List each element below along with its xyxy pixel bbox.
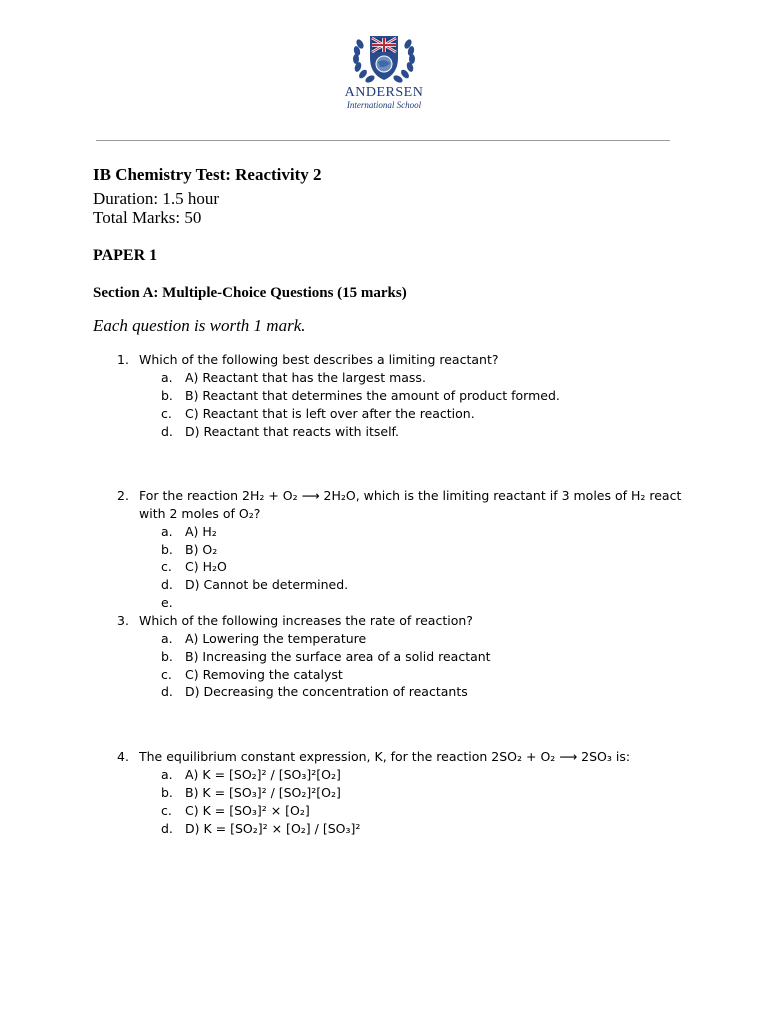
option-letter: c.	[161, 803, 172, 818]
option-text: A) Reactant that has the largest mass.	[185, 370, 426, 385]
instruction-text: Each question is worth 1 mark.	[93, 316, 306, 335]
option-letter: a.	[161, 767, 173, 782]
option-text: C) Reactant that is left over after the reaction.	[185, 406, 475, 421]
crest-icon	[338, 30, 430, 86]
question-number: 4.	[117, 749, 129, 764]
question-number: 1.	[117, 352, 129, 367]
option-text: D) Cannot be determined.	[185, 577, 349, 592]
option-text: B) Increasing the surface area of a solid reactant	[185, 649, 491, 664]
school-logo	[338, 30, 430, 110]
duration-text: Duration: 1.5 hour	[93, 189, 220, 208]
option-text: A) K = [SO₂]² / [SO₃]²[O₂]	[185, 767, 341, 782]
question-text: Which of the following increases the rate of reaction?	[139, 613, 473, 628]
option-text: B) Reactant that determines the amount of product formed.	[185, 388, 560, 403]
question-number: 3.	[117, 613, 129, 628]
option-text: B) O₂	[185, 542, 218, 557]
option-text: A) Lowering the temperature	[185, 631, 367, 646]
option-text: D) Reactant that reacts with itself.	[185, 424, 400, 439]
option-letter: b.	[161, 388, 173, 403]
option-letter: a.	[161, 524, 173, 539]
paper-heading: PAPER 1	[93, 247, 158, 264]
option-text: A) H₂	[185, 524, 217, 539]
option-letter: e.	[161, 595, 173, 610]
option-letter: d.	[161, 684, 173, 699]
option-text: D) Decreasing the concentration of reactants	[185, 684, 468, 699]
logo-subtitle: International School	[346, 100, 422, 110]
option-text: C) H₂O	[185, 559, 227, 574]
document-title: IB Chemistry Test: Reactivity 2	[93, 165, 322, 184]
section-heading: Section A: Multiple-Choice Questions (15 marks)	[93, 285, 407, 301]
option-letter: c.	[161, 667, 172, 682]
option-text: D) K = [SO₂]² × [O₂] / [SO₃]²	[185, 821, 361, 836]
option-text: C) K = [SO₃]² × [O₂]	[185, 803, 310, 818]
option-letter: c.	[161, 559, 172, 574]
option-text: B) K = [SO₃]² / [SO₂]²[O₂]	[185, 785, 341, 800]
option-letter: d.	[161, 577, 173, 592]
logo-name: ANDERSEN	[344, 85, 424, 100]
option-letter: b.	[161, 785, 173, 800]
question-text-continued: with 2 moles of O₂?	[139, 506, 261, 521]
question-number: 2.	[117, 488, 129, 503]
option-letter: d.	[161, 821, 173, 836]
option-letter: b.	[161, 542, 173, 557]
option-letter: c.	[161, 406, 172, 421]
option-letter: b.	[161, 649, 173, 664]
option-text: C) Removing the catalyst	[185, 667, 343, 682]
question-text: For the reaction 2H₂ + O₂ ⟶ 2H₂O, which is the limiting reactant if 3 moles of H₂ react	[139, 488, 682, 503]
option-letter: a.	[161, 631, 173, 646]
option-letter: a.	[161, 370, 173, 385]
header-divider	[96, 140, 670, 141]
question-text: The equilibrium constant expression, K, for the reaction 2SO₂ + O₂ ⟶ 2SO₃ is:	[139, 749, 631, 764]
option-letter: d.	[161, 424, 173, 439]
question-text: Which of the following best describes a limiting reactant?	[139, 352, 499, 367]
total-marks-text: Total Marks: 50	[93, 208, 202, 227]
